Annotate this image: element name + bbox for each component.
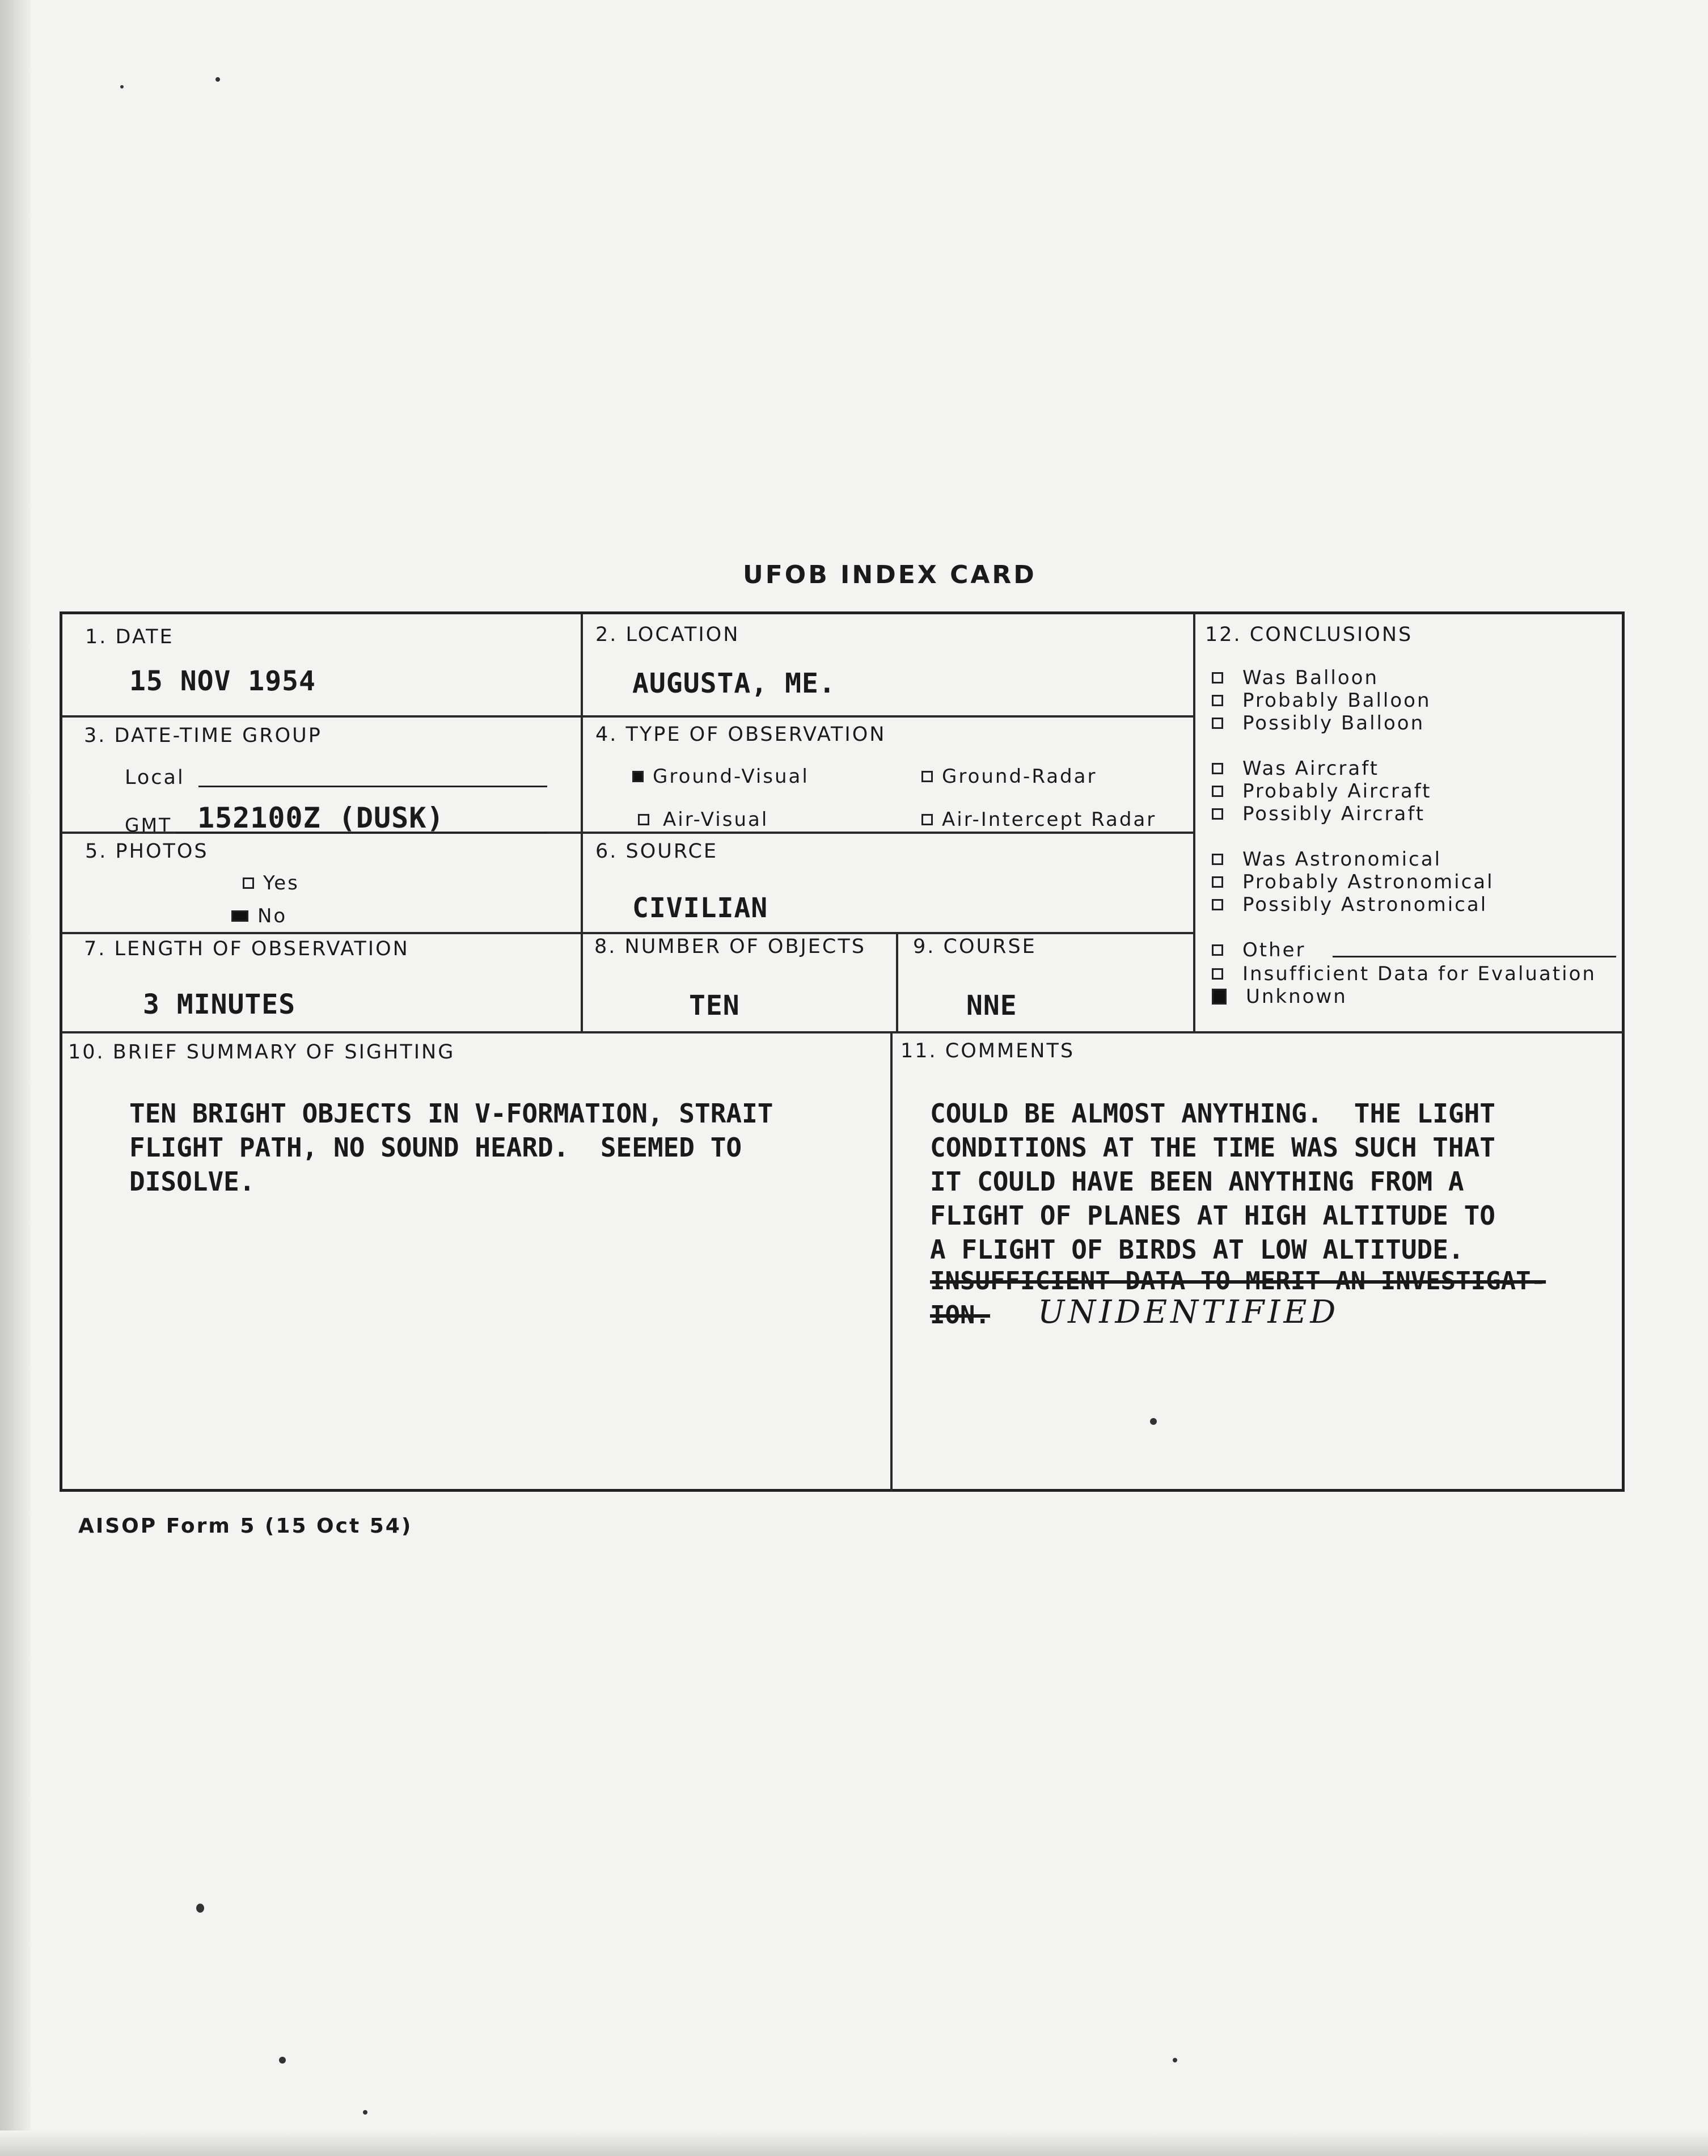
type-of-observation-label: 4. TYPE OF OBSERVATION bbox=[595, 723, 886, 746]
air-visual-checkbox[interactable] bbox=[638, 814, 649, 825]
card-title: UFOB INDEX CARD bbox=[743, 560, 1037, 589]
handwritten-annotation: UNIDENTIFIED bbox=[1038, 1294, 1339, 1331]
course-label: 9. COURSE bbox=[913, 935, 1037, 958]
possibly-aircraft-checkbox[interactable] bbox=[1212, 808, 1223, 820]
divider-row-4 bbox=[62, 1031, 1625, 1033]
conclusion-was-astronomical[interactable] bbox=[1212, 848, 1441, 871]
number-of-objects-value: TEN bbox=[689, 990, 740, 1022]
was-astronomical-label: Was Astronomical bbox=[1242, 848, 1442, 871]
divider-row-3 bbox=[62, 932, 1193, 934]
was-aircraft-label: Was Aircraft bbox=[1242, 757, 1379, 780]
probably-aircraft-label: Probably Aircraft bbox=[1242, 780, 1432, 803]
summary-text bbox=[129, 1096, 773, 1199]
possibly-balloon-label: Possibly Balloon bbox=[1242, 712, 1425, 735]
was-astronomical-checkbox[interactable] bbox=[1212, 854, 1223, 865]
summary-label: 10. BRIEF SUMMARY OF SIGHTING bbox=[68, 1041, 455, 1064]
photos-yes-option[interactable] bbox=[243, 872, 299, 895]
scan-speck bbox=[215, 77, 220, 82]
conclusion-probably-balloon[interactable] bbox=[1212, 689, 1431, 712]
conclusion-probably-aircraft[interactable] bbox=[1212, 780, 1431, 803]
comments-text bbox=[930, 1096, 1495, 1267]
number-of-objects-label: 8. NUMBER OF OBJECTS bbox=[594, 935, 866, 958]
air-intercept-radar-checkbox[interactable] bbox=[921, 814, 933, 825]
was-aircraft-checkbox[interactable] bbox=[1212, 763, 1223, 774]
comments-line-3: IT COULD HAVE BEEN ANYTHING FROM A bbox=[930, 1166, 1464, 1197]
location-label: 2. LOCATION bbox=[595, 623, 740, 646]
air-intercept-radar-label: Air-Intercept Radar bbox=[942, 808, 1157, 831]
probably-astronomical-label: Probably Astronomical bbox=[1242, 871, 1494, 893]
photos-label: 5. PHOTOS bbox=[85, 840, 209, 863]
photos-no-checkbox[interactable] bbox=[231, 910, 248, 922]
page-bottom-shadow bbox=[0, 2130, 1708, 2156]
possibly-astronomical-checkbox[interactable] bbox=[1212, 899, 1223, 910]
conclusion-was-balloon[interactable] bbox=[1212, 666, 1379, 689]
possibly-aircraft-label: Possibly Aircraft bbox=[1242, 803, 1426, 825]
probably-astronomical-checkbox[interactable] bbox=[1212, 876, 1223, 888]
date-label: 1. DATE bbox=[85, 626, 174, 648]
ground-radar-label: Ground-Radar bbox=[942, 765, 1097, 788]
photos-no-label: No bbox=[257, 905, 288, 927]
form-number-footer: AISOP Form 5 (15 Oct 54) bbox=[78, 1514, 413, 1538]
photos-yes-checkbox[interactable] bbox=[243, 877, 254, 889]
was-balloon-label: Was Balloon bbox=[1242, 666, 1379, 689]
comments-label: 11. COMMENTS bbox=[900, 1040, 1075, 1062]
length-of-observation-label: 7. LENGTH OF OBSERVATION bbox=[84, 938, 409, 960]
gmt-underline bbox=[176, 832, 547, 834]
index-card bbox=[60, 611, 1625, 1492]
ground-visual-option[interactable] bbox=[632, 765, 809, 788]
insufficient-data-label: Insufficient Data for Evaluation bbox=[1242, 963, 1596, 985]
air-intercept-radar-option[interactable] bbox=[921, 808, 1156, 831]
conclusion-other[interactable] bbox=[1212, 939, 1306, 961]
other-underline bbox=[1333, 956, 1616, 957]
conclusion-unknown[interactable] bbox=[1212, 985, 1347, 1008]
ground-visual-label: Ground-Visual bbox=[653, 765, 809, 788]
divider-col-10-11 bbox=[890, 1031, 893, 1492]
date-value: 15 NOV 1954 bbox=[129, 665, 316, 697]
unknown-checkbox[interactable] bbox=[1212, 989, 1227, 1005]
air-visual-label: Air-Visual bbox=[663, 808, 769, 831]
other-checkbox[interactable] bbox=[1212, 944, 1223, 956]
conclusion-possibly-balloon[interactable] bbox=[1212, 712, 1424, 735]
divider-row-1 bbox=[62, 715, 1193, 718]
scan-speck bbox=[279, 2057, 286, 2064]
probably-balloon-checkbox[interactable] bbox=[1212, 695, 1223, 706]
scan-speck bbox=[363, 2110, 367, 2115]
conclusions-label: 12. CONCLUSIONS bbox=[1205, 623, 1413, 646]
conclusion-insufficient-data[interactable] bbox=[1212, 963, 1596, 985]
possibly-balloon-checkbox[interactable] bbox=[1212, 718, 1223, 729]
conclusion-possibly-aircraft[interactable] bbox=[1212, 803, 1425, 825]
course-value: NNE bbox=[966, 990, 1017, 1022]
probably-balloon-label: Probably Balloon bbox=[1242, 689, 1431, 712]
comments-line-2: CONDITIONS AT THE TIME WAS SUCH THAT bbox=[930, 1132, 1495, 1163]
divider-col-1 bbox=[581, 614, 583, 1031]
conclusion-was-aircraft[interactable] bbox=[1212, 757, 1379, 780]
source-value: CIVILIAN bbox=[632, 892, 768, 924]
ground-radar-option[interactable] bbox=[921, 765, 1097, 788]
comments-line-4: FLIGHT OF PLANES AT HIGH ALTITUDE TO bbox=[930, 1200, 1495, 1231]
local-underline bbox=[198, 786, 547, 787]
was-balloon-checkbox[interactable] bbox=[1212, 672, 1223, 683]
air-visual-option[interactable] bbox=[638, 808, 768, 831]
scan-speck bbox=[196, 1904, 204, 1913]
comments-struck-line-1: INSUFFICIENT DATA TO MERIT AN INVESTIGAT- bbox=[930, 1267, 1546, 1296]
date-time-group-label: 3. DATE-TIME GROUP bbox=[84, 724, 322, 747]
comments-struck-line-2: ION. bbox=[930, 1301, 990, 1330]
gmt-label: GMT bbox=[125, 814, 172, 836]
scan-speck bbox=[120, 85, 124, 88]
page-edge-shadow bbox=[0, 0, 31, 2156]
length-of-observation-value: 3 MINUTES bbox=[143, 989, 296, 1020]
conclusion-possibly-astronomical[interactable] bbox=[1212, 893, 1487, 916]
divider-col-8-9 bbox=[896, 932, 898, 1031]
summary-line-2: FLIGHT PATH, NO SOUND HEARD. SEEMED TO bbox=[129, 1132, 742, 1163]
insufficient-data-checkbox[interactable] bbox=[1212, 968, 1223, 980]
ground-radar-checkbox[interactable] bbox=[921, 771, 933, 782]
comments-line-5: A FLIGHT OF BIRDS AT LOW ALTITUDE. bbox=[930, 1234, 1464, 1265]
scan-speck bbox=[1173, 2058, 1177, 2062]
gmt-value: 152100Z (DUSK) bbox=[197, 801, 445, 834]
summary-line-3: DISOLVE. bbox=[129, 1166, 255, 1197]
divider-col-2 bbox=[1193, 614, 1195, 1031]
summary-line-1: TEN BRIGHT OBJECTS IN V-FORMATION, STRAIT bbox=[129, 1098, 773, 1129]
scan-speck bbox=[1150, 1418, 1157, 1425]
location-value: AUGUSTA, ME. bbox=[632, 668, 836, 699]
conclusion-probably-astronomical[interactable] bbox=[1212, 871, 1494, 893]
photos-no-option[interactable] bbox=[231, 905, 287, 927]
possibly-astronomical-label: Possibly Astronomical bbox=[1242, 893, 1488, 916]
comments-line-1: COULD BE ALMOST ANYTHING. THE LIGHT bbox=[930, 1098, 1495, 1129]
photos-yes-label: Yes bbox=[263, 872, 299, 895]
unknown-label: Unknown bbox=[1246, 985, 1347, 1008]
source-label: 6. SOURCE bbox=[595, 840, 718, 863]
local-label: Local bbox=[125, 766, 185, 789]
ground-visual-checkbox[interactable] bbox=[632, 771, 644, 782]
other-label: Other bbox=[1242, 939, 1306, 961]
probably-aircraft-checkbox[interactable] bbox=[1212, 786, 1223, 797]
